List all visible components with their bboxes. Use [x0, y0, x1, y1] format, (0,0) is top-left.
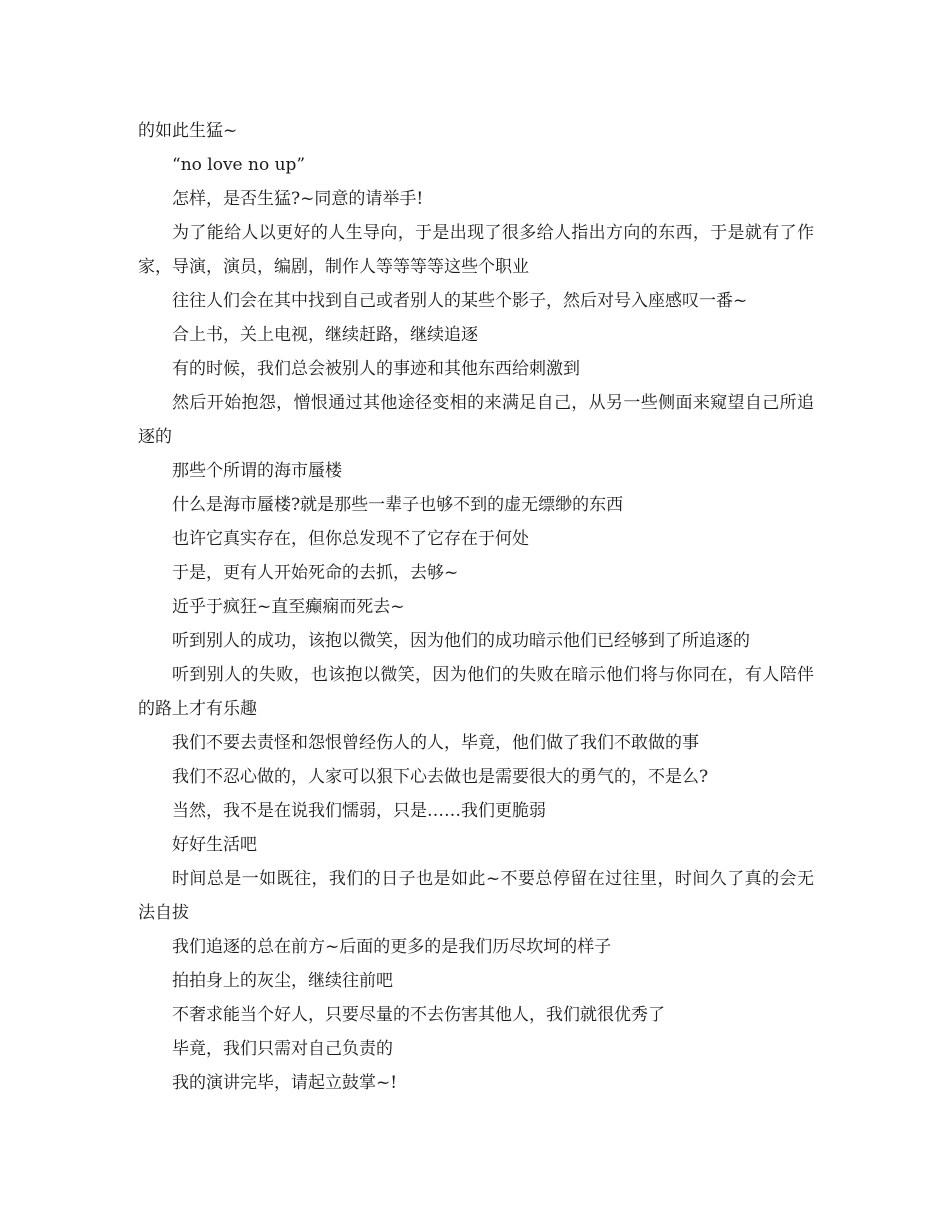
paragraph-4: 为了能给人以更好的人生导向，于是出现了很多给人指出方向的东西，于是就有了作家，导演，演员，编剧，制作人等等等等这些个职业 — [138, 223, 814, 277]
paragraph-25: 我的演讲完毕，请起立鼓掌~! — [172, 1073, 398, 1093]
paragraph-14: 听到别人的成功，该抱以微笑，因为他们的成功暗示他们已经够到了所追逐的 — [172, 631, 750, 651]
paragraph-18: 当然，我不是在说我们懦弱，只是……我们更脆弱 — [172, 801, 546, 821]
paragraph-24: 毕竟，我们只需对自己负责的 — [172, 1039, 393, 1059]
paragraph-16: 我们不要去责怪和怨恨曾经伤人的人，毕竟，他们做了我们不敢做的事 — [172, 733, 699, 753]
paragraph-9: 那些个所谓的海市蜃楼 — [172, 461, 342, 481]
paragraph-22: 拍拍身上的灰尘，继续往前吧 — [172, 971, 393, 991]
paragraph-21: 我们追逐的总在前方~后面的更多的是我们历尽坎坷的样子 — [172, 937, 612, 957]
paragraph-12: 于是，更有人开始死命的去抓，去够~ — [172, 563, 459, 583]
paragraph-13: 近乎于疯狂~直至癫痫而死去~ — [172, 597, 405, 617]
paragraph-20: 时间总是一如既往，我们的日子也是如此~不要总停留在过往里，时间久了真的会无法自拔 — [138, 869, 814, 923]
paragraph-3: 怎样，是否生猛?~同意的请举手! — [172, 189, 424, 209]
paragraph-5: 往往人们会在其中找到自己或者别人的某些个影子，然后对号入座感叹一番~ — [172, 291, 748, 311]
paragraph-1: 的如此生猛~ — [138, 121, 238, 141]
paragraph-23: 不奢求能当个好人，只要尽量的不去伤害其他人，我们就很优秀了 — [172, 1005, 665, 1025]
document-body — [138, 114, 814, 1100]
paragraph-7: 有的时候，我们总会被别人的事迹和其他东西给刺激到 — [172, 359, 580, 379]
paragraph-11: 也许它真实存在，但你总发现不了它存在于何处 — [172, 529, 529, 549]
paragraph-10: 什么是海市蜃楼?就是那些一辈子也够不到的虚无缥缈的东西 — [172, 495, 624, 515]
paragraph-6: 合上书，关上电视，继续赶路，继续追逐 — [172, 325, 478, 345]
paragraph-19: 好好生活吧 — [172, 835, 257, 855]
paragraph-17: 我们不忍心做的，人家可以狠下心去做也是需要很大的勇气的，不是么? — [172, 767, 709, 787]
paragraph-8: 然后开始抱怨，憎恨通过其他途径变相的来满足自己，从另一些侧面来窥望自己所追逐的 — [138, 393, 814, 447]
paragraph-15: 听到别人的失败，也该抱以微笑，因为他们的失败在暗示他们将与你同在，有人陪伴的路上才有乐趣 — [138, 665, 814, 719]
paragraph-2: “no love no up” — [172, 155, 306, 175]
